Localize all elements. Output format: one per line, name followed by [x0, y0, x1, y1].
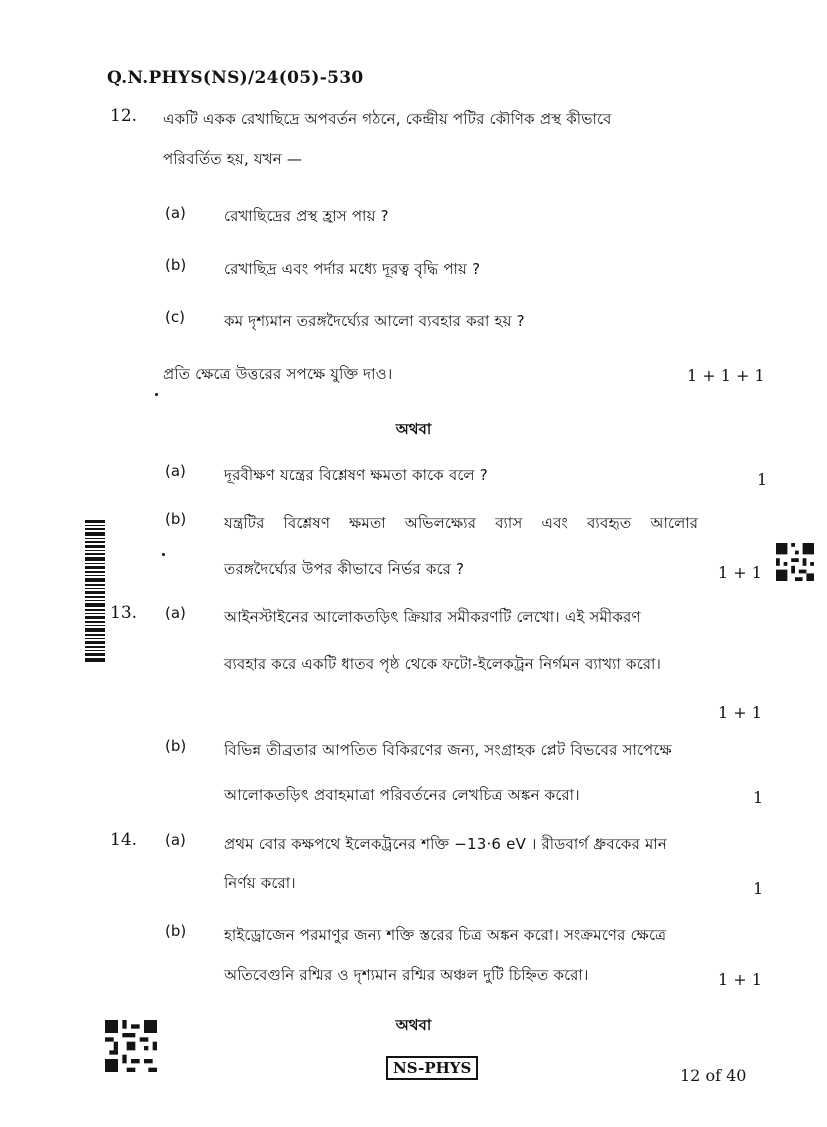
- question-14-number: 14.: [110, 830, 138, 850]
- question-13a-text-line1: আইনস্টাইনের আলোকতড়িৎ ক্রিয়ার সমীকরণটি লেখো। এই সমীকরণ: [224, 608, 641, 626]
- page-number: 12 of 40: [680, 1066, 747, 1085]
- question-12b-label: (b): [165, 256, 187, 274]
- question-14b-text-line1: হাইড্রোজেন পরমাণুর জন্য শক্তি স্তরের চিত্র অঙ্কন করো। সংক্রমণের ক্ষেত্রে: [224, 926, 667, 944]
- question-12c-label: (c): [165, 308, 185, 326]
- question-code-header: Q.N.PHYS(NS)/24(05)-530: [107, 68, 364, 88]
- question-14a-text-line2: নির্ণয় করো।: [224, 874, 296, 892]
- question-13b-text-line1: বিভিন্ন তীব্রতার আপতিত বিকিরণের জন্য, সংগ্রাহক প্লেট বিভবের সাপেক্ষে: [224, 741, 672, 759]
- question-12-marks: 1 + 1 + 1: [687, 366, 765, 385]
- barcode-icon: [85, 520, 105, 662]
- or-divider-1: অথবা: [395, 420, 432, 438]
- qr-code-icon: [775, 543, 815, 581]
- or-12a-text: দূরবীক্ষণ যন্ত্রের বিশ্লেষণ ক্ষমতা কাকে বলে ?: [224, 466, 488, 484]
- stray-dot: [155, 393, 158, 396]
- question-12a-label: (a): [165, 204, 186, 222]
- or-12b-text-line2: তরঙ্গদৈর্ঘ্যের উপর কীভাবে নির্ভর করে ?: [224, 560, 465, 578]
- or-12b-text-line1: যন্ত্রটির বিশ্লেষণ ক্ষমতা অভিলক্ষ্যের ব্যাস এবং ব্যবহৃত আলোর: [224, 514, 699, 532]
- question-12-text-line2: পরিবর্তিত হয়, যখন —: [163, 150, 303, 168]
- question-12-justify: প্রতি ক্ষেত্রে উত্তরের সপক্ষে যুক্তি দাও।: [163, 365, 393, 383]
- or-12a-label: (a): [165, 462, 186, 480]
- or-12b-marks: 1 + 1: [718, 563, 762, 582]
- question-12a-text: রেখাছিদ্রের প্রস্থ হ্রাস পায় ?: [224, 207, 389, 225]
- question-14a-label: (a): [165, 831, 186, 849]
- or-12a-marks: 1: [757, 470, 768, 489]
- question-13b-text-line2: আলোকতড়িৎ প্রবাহমাত্রা পরিবর্তনের লেখচিত্র অঙ্কন করো।: [224, 786, 580, 804]
- question-14b-marks: 1 + 1: [718, 970, 762, 989]
- question-12-text-line1: একটি একক রেখাছিদ্রে অপবর্তন গঠনে, কেন্দ্রীয় পটির কৌণিক প্রস্থ কীভাবে: [163, 110, 612, 128]
- question-13a-label: (a): [165, 604, 186, 622]
- subject-code-badge: NS-PHYS: [386, 1056, 478, 1080]
- question-13a-marks: 1 + 1: [718, 703, 762, 722]
- or-12b-label: (b): [165, 510, 187, 528]
- question-13b-label: (b): [165, 737, 187, 755]
- question-13a-text-line2: ব্যবহার করে একটি ধাতব পৃষ্ঠ থেকে ফটো-ইলেকট্রন নির্গমন ব্যাখ্যা করো।: [224, 655, 662, 673]
- question-14a-marks: 1: [753, 879, 764, 898]
- question-14b-text-line2: অতিবেগুনি রশ্মির ও দৃশ্যমান রশ্মির অঞ্চল দুটি চিহ্নিত করো।: [224, 966, 589, 984]
- stray-dot: [162, 553, 165, 556]
- question-13-number: 13.: [110, 603, 138, 623]
- qr-code-icon: [105, 1020, 157, 1072]
- question-12-number: 12.: [110, 106, 138, 126]
- question-14a-text-line1: প্রথম বোর কক্ষপথে ইলেকট্রনের শক্তি −13·6 eV । রীডবার্গ ধ্রুবকের মান: [224, 835, 668, 853]
- question-14b-label: (b): [165, 922, 187, 940]
- or-divider-2: অথবা: [395, 1016, 432, 1034]
- question-12b-text: রেখাছিদ্র এবং পর্দার মধ্যে দূরত্ব বৃদ্ধি পায় ?: [224, 260, 481, 278]
- question-12c-text: কম দৃশ্যমান তরঙ্গদৈর্ঘ্যের আলো ব্যবহার করা হয় ?: [224, 312, 525, 330]
- question-13b-marks: 1: [753, 788, 764, 807]
